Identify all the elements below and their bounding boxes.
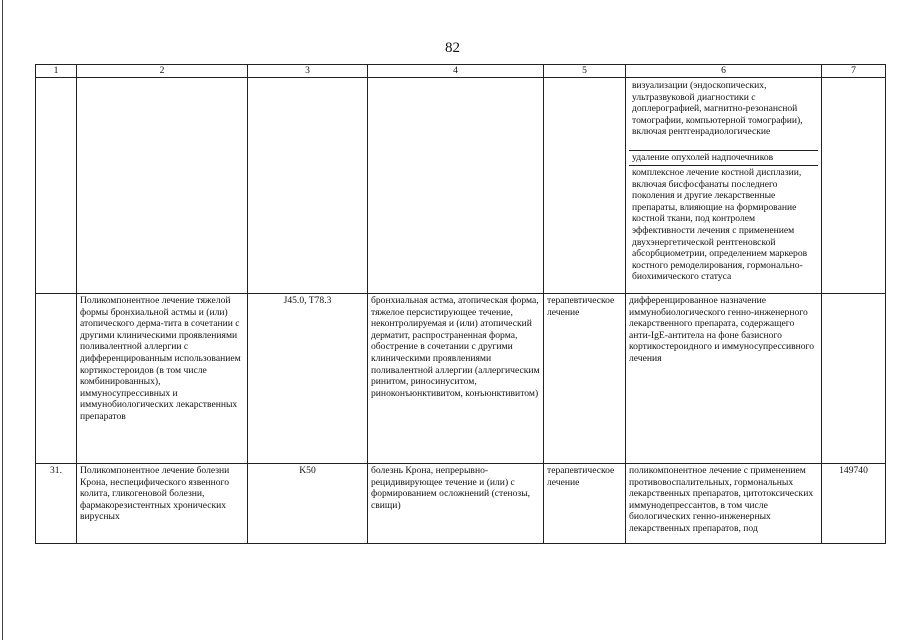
care-type-text: Поликомпонентное лечение болезни Крона, неспецифического язвенного колита, гликогеновой болезни, фармакорезистентных хронических вирусных bbox=[77, 464, 248, 544]
medical-care-table bbox=[35, 64, 886, 544]
patient-model-text: бронхиальная астма, атопическая форма, тяжелое персистирующее течение, неконтролируемая и (или) атопический дерматит, распространенная форма, обострение в сочетании с другими клиническими проявлениями поливалентной аллергии (аллергическим ринитом, риносинуситом, риноконъюнктивитом, конъюнктивитом) bbox=[368, 294, 544, 464]
icd-code-text: J45.0, T78.3 bbox=[248, 294, 368, 464]
cell bbox=[248, 78, 368, 294]
treatment-method-text: поликомпонентное лечение с применением противовоспалительных, гормональных лекарственных препаратов, цитотоксических иммунодепрессантов, в том числе биологических генно-инженерных лекарственных препаратов, под bbox=[626, 464, 822, 544]
table-row bbox=[36, 78, 886, 294]
table-header-row bbox=[36, 65, 886, 78]
cell bbox=[36, 78, 77, 294]
care-type-text: Поликомпонентное лечение тяжелой формы бронхиальной астмы и (или) атопического дерма-тита в сочетании с другими клиническими проявлениями поливалентной аллергии с дифференцированным использованием кортикостероидов (в том числе комбинированных), иммуносупрессивных и иммунобиологических лекарственных препаратов bbox=[77, 294, 248, 464]
treatment-method-text: дифференцированное назначение иммунобиологического генно-инженерного лекарственного препарата, содержащего анти-IgE-антитела на фоне базисного кортикостероидного и иммуносупрессивного лечения bbox=[626, 294, 822, 464]
treatment-method-text: визуализации (эндоскопических, ультразвуковой диагностики с доплерографией, магнитно-резонансной томографии, компьютерной томографии), включая рентгенрадиологические bbox=[632, 80, 803, 138]
header-col-2: 2 bbox=[77, 65, 248, 78]
header-col-3: 3 bbox=[248, 65, 368, 78]
treatment-methods-cell bbox=[626, 78, 822, 294]
header-col-1: 1 bbox=[36, 65, 77, 78]
patient-model-text: болезнь Крона, непрерывно-рецидивирующее течение и (или) с формированием осложнений (стенозы, свищи) bbox=[368, 464, 544, 544]
header-col-6: 6 bbox=[626, 65, 822, 78]
page-number: 82 bbox=[445, 40, 460, 56]
page-left-edge-line bbox=[2, 0, 3, 640]
cell bbox=[77, 78, 248, 294]
cell bbox=[822, 78, 886, 294]
header-col-7: 7 bbox=[822, 65, 886, 78]
treatment-method-text: комплексное лечение костной дисплазии, включая бисфосфанаты последнего поколения и другие лекарственные препараты, влияющие на формирование костной ткани, под контролем эффективности лечения с применением двухэнергетической рентгеновской абсорбциометрии, определением маркеров костного ремоделирования, гормонально-биохимического статуса bbox=[629, 165, 818, 284]
icd-code-text: K50 bbox=[248, 464, 368, 544]
cell bbox=[36, 294, 77, 464]
cost-value: 149740 bbox=[822, 464, 886, 544]
table-row bbox=[36, 464, 886, 544]
cell bbox=[822, 294, 886, 464]
cell bbox=[368, 78, 544, 294]
treatment-type-text: терапевтическое лечение bbox=[544, 294, 626, 464]
treatment-method-text: удаление опухолей надпочечников bbox=[629, 150, 818, 165]
header-col-5: 5 bbox=[544, 65, 626, 78]
row-number: 31. bbox=[36, 464, 77, 544]
table-row bbox=[36, 294, 886, 464]
header-col-4: 4 bbox=[368, 65, 544, 78]
treatment-type-text: терапевтическое лечение bbox=[544, 464, 626, 544]
cell bbox=[544, 78, 626, 294]
